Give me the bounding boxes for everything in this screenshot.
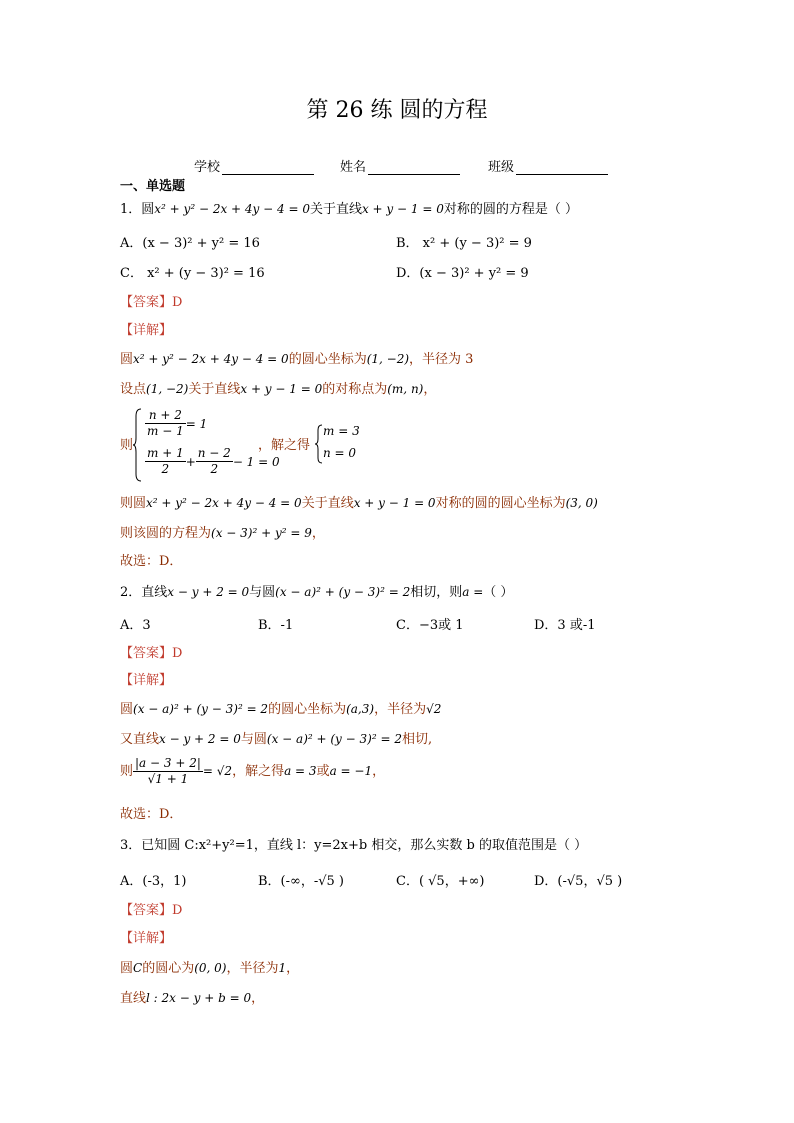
q1-l2-eq: x + y − 1 = 0 (240, 382, 323, 396)
q1-l4-part: 对称的圆的圆心坐标为 (435, 496, 566, 511)
page-title: 第 26 练 圆的方程 (306, 98, 488, 123)
q2-l3-sol1: a = 3 (284, 764, 317, 778)
section-heading: 一、单选题 (120, 179, 186, 194)
class-field (488, 156, 608, 175)
name-label: 姓名 (340, 160, 367, 175)
school-label: 学校 (194, 160, 221, 175)
q1-solution-brace-icon (315, 424, 323, 464)
q2-stem-part: （ ） (483, 585, 514, 600)
q1-l1-part: 圆 (120, 352, 134, 367)
q1-sys2-frac1 (145, 446, 186, 477)
q2-stem-part: 与圆 (249, 585, 276, 600)
q2-option-b: B．-1 (258, 618, 294, 633)
class-label: 班级 (488, 160, 515, 175)
q1-stem-eq1: x² + y² − 2x + 4y − 4 = 0 (154, 202, 310, 216)
q1-stem-part: 1．圆 (120, 202, 155, 217)
q1-l2-part: 的对称点为 (322, 382, 388, 397)
q3-l2-part: ， (251, 991, 265, 1006)
q1-answer: 【答案】D (120, 295, 183, 310)
q1-option-b: B． x² + (y − 3)² = 9 (396, 236, 532, 251)
q1-l5-part: ， (311, 526, 325, 541)
q1-detail-line6: 故选：D． (120, 554, 183, 569)
q1-l4-part: 则圆 (120, 496, 147, 511)
q1-l1-eq: x² + y² − 2x + 4y − 4 = 0 (133, 352, 289, 366)
q1-l4-eq2: x + y − 1 = 0 (353, 496, 436, 510)
q1-sys1-frac (145, 408, 186, 439)
q1-l2-mn: (m, n) (387, 382, 424, 396)
q3-detail-heading: 【详解】 (120, 931, 173, 946)
q3-option-a: A．(-3，1) (120, 874, 187, 889)
q2-stem-part: 2．直线 (120, 585, 168, 600)
q2-l2-part: 又直线 (120, 732, 160, 747)
q2-l1-radius: √2 (426, 702, 442, 716)
q1-l2-part: 设点 (120, 382, 147, 397)
q2-option-c: C．−3或 1 (396, 618, 464, 633)
q2-l1-part: ，半径为 (374, 702, 427, 717)
q1-l1-center: (1, −2) (366, 352, 410, 366)
name-field (340, 156, 460, 175)
q2-l3-frac (133, 756, 203, 787)
q1-sys2-rhs: − 1 = 0 (232, 455, 280, 469)
q1-sys2-plus: + (185, 455, 196, 469)
q3-l1-center: (0, 0) (194, 961, 227, 975)
q2-l2-part: 与圆 (240, 732, 267, 747)
q2-l3-part: ，解之得 (232, 764, 285, 779)
q2-l3-rhs: = √2 (202, 764, 233, 778)
name-blank[interactable] (368, 160, 460, 175)
class-blank[interactable] (516, 160, 608, 175)
q3-l1-part: ，半径为 (226, 961, 279, 976)
q1-detail-line2 (120, 380, 436, 399)
q2-l3-part: 或 (316, 764, 330, 779)
q2-l1-part: 的圆心坐标为 (268, 702, 347, 717)
q1-solution-n: n = 0 (323, 446, 357, 460)
q2-l3-part: 则 (120, 764, 134, 779)
q1-stem-part: 对称的圆的方程是（ ） (443, 202, 578, 217)
q1-sys2-frac2 (196, 446, 233, 477)
q1-detail-heading: 【详解】 (120, 323, 173, 338)
q1-l1-part: ，半径为 3 (409, 352, 474, 367)
q1-l2-part: 关于直线 (188, 382, 241, 397)
q2-answer: 【答案】D (120, 646, 183, 661)
q3-l2-part: 直线 (120, 991, 147, 1006)
q2-stem-eq1: x − y + 2 = 0 (167, 585, 250, 599)
q2-detail-line1 (120, 700, 441, 719)
q1-detail-line5 (120, 524, 325, 543)
q3-detail-line1 (120, 959, 299, 978)
q1-solution-m: m = 3 (323, 424, 360, 438)
q3-l2-eq: l : 2x − y + b = 0 (146, 991, 252, 1005)
q3-l1-c: C (133, 961, 143, 975)
q2-l1-part: 圆 (120, 702, 134, 717)
q2-detail-heading: 【详解】 (120, 673, 173, 688)
q1-l2-point: (1, −2) (146, 382, 189, 396)
q2-option-d: D．3 或-1 (534, 618, 596, 633)
school-field (194, 156, 314, 175)
q1-system-mid: ，解之得 (258, 438, 311, 453)
q2-l1-center: (a,3) (346, 702, 375, 716)
q2-stem-eq3: a = (462, 585, 484, 599)
q1-option-d: D．(x − 3)² + y² = 9 (396, 266, 529, 281)
q3-stem: 3．已知圆 C:x²+y²=1，直线 l：y=2x+b 相交，那么实数 b 的取值范围是（ ） (120, 838, 588, 853)
q1-sys2-den1: 2 (161, 462, 170, 476)
q2-detail-line3 (120, 756, 385, 787)
q1-option-c: C． x² + (y − 3)² = 16 (120, 266, 265, 281)
q1-stem (120, 200, 578, 219)
q3-l1-part: ， (286, 961, 300, 976)
q2-l3-sol2: a = −1 (329, 764, 373, 778)
q2-l3-den: √1 + 1 (147, 772, 189, 786)
q1-sys2-num2: n − 2 (197, 446, 231, 460)
q1-system-brace-icon (133, 408, 143, 482)
q1-detail-line4 (120, 494, 598, 513)
q1-l4-part: 关于直线 (301, 496, 354, 511)
q1-option-a: A．(x − 3)² + y² = 16 (120, 236, 260, 251)
q1-sys2-num1: m + 1 (147, 446, 184, 460)
q1-l5-eq: (x − 3)² + y² = 9 (211, 526, 312, 540)
q2-l3-part: ， (372, 764, 386, 779)
q2-l2-eq2: (x − a)² + (y − 3)² = 2 (266, 732, 402, 746)
q3-option-c: C．( √5，+∞) (396, 874, 485, 889)
q3-option-b: B．(-∞，-√5 ) (258, 874, 344, 889)
q3-detail-line2 (120, 989, 264, 1008)
q2-option-a: A．3 (120, 618, 151, 633)
q1-system-eq1 (145, 408, 207, 439)
q2-stem-eq2: (x − a)² + (y − 3)² = 2 (275, 585, 411, 599)
q2-detail-line4: 故选：D． (120, 807, 183, 822)
q3-option-d: D．(-√5，√5 ) (534, 874, 623, 889)
q1-sys1-den: m − 1 (147, 424, 184, 438)
q1-detail-line1 (120, 350, 473, 369)
q2-l1-eq: (x − a)² + (y − 3)² = 2 (133, 702, 269, 716)
q1-l5-part: 则该圆的方程为 (120, 526, 212, 541)
q1-l4-eq: x² + y² − 2x + 4y − 4 = 0 (146, 496, 302, 510)
q2-detail-line2 (120, 730, 432, 749)
q1-sys1-num: n + 2 (145, 408, 186, 424)
q1-l1-part: 的圆心坐标为 (288, 352, 367, 367)
q2-stem-part: 相切，则 (410, 585, 463, 600)
q1-l4-center: (3, 0) (565, 496, 598, 510)
q3-l1-part: 的圆心为 (142, 961, 195, 976)
q1-sys1-rhs: = 1 (185, 417, 208, 431)
q1-system-prefix: 则 (120, 438, 134, 453)
q1-stem-eq2: x + y − 1 = 0 (361, 202, 444, 216)
q2-l2-part: 相切, (401, 732, 433, 747)
school-blank[interactable] (222, 160, 314, 175)
q1-stem-part: 关于直线 (309, 202, 362, 217)
q3-answer: 【答案】D (120, 903, 183, 918)
q3-l1-radius: 1 (278, 961, 287, 975)
q1-l2-part: ， (423, 382, 437, 397)
q2-l2-eq: x − y + 2 = 0 (159, 732, 241, 746)
q3-l1-part: 圆 (120, 961, 134, 976)
q2-l3-num: |a − 3 + 2| (135, 756, 201, 770)
q2-stem (120, 583, 513, 602)
q1-sys2-den2: 2 (210, 462, 219, 476)
